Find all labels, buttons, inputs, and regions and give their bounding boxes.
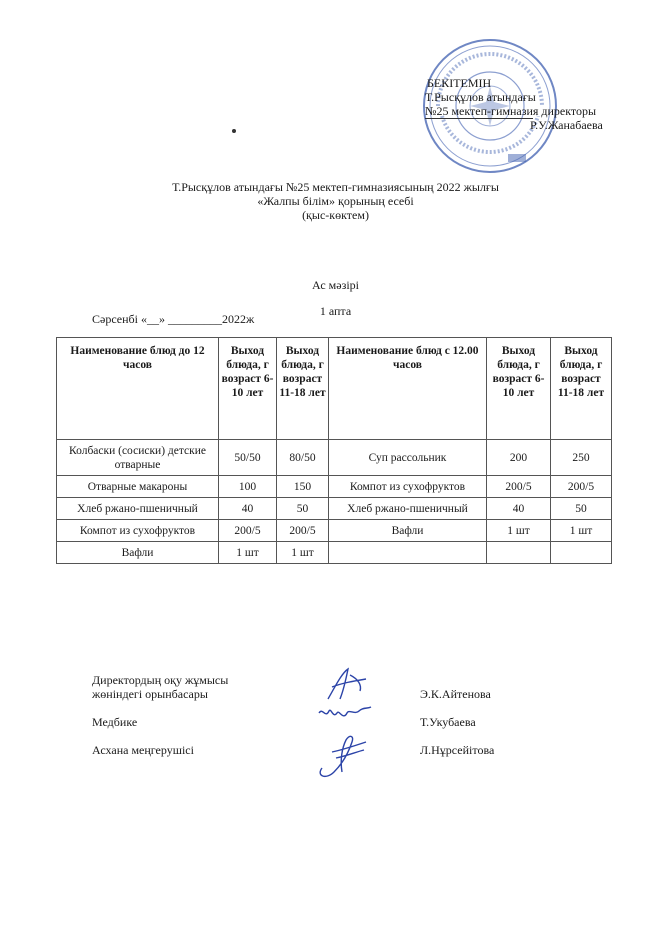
table-cell: 200/5 bbox=[277, 520, 329, 542]
table-cell: 40 bbox=[487, 498, 551, 520]
approval-block bbox=[425, 76, 603, 132]
menu-heading: Ас мәзірі bbox=[311, 278, 360, 292]
table-cell: Вафли bbox=[57, 542, 219, 564]
header-cell: Выход блюда, г возраст 11-18 лет bbox=[551, 338, 612, 440]
table-row bbox=[57, 520, 612, 542]
handwritten-signature-1 bbox=[322, 665, 372, 705]
signature-role-3: Асхана меңгерушісі bbox=[92, 743, 194, 757]
table-cell: 150 bbox=[277, 476, 329, 498]
table-cell: 40 bbox=[219, 498, 277, 520]
signature-name-3: Л.Нұрсейітова bbox=[420, 743, 495, 757]
table-cell: Компот из сухофруктов bbox=[329, 476, 487, 498]
signature-role-1 bbox=[92, 673, 228, 701]
approval-line-1: Т.Рысқұлов атындағы bbox=[425, 90, 536, 104]
header-cell: Выход блюда, г возраст 11-18 лет bbox=[277, 338, 329, 440]
menu-week: 1 апта bbox=[319, 304, 352, 318]
table-cell: 200/5 bbox=[219, 520, 277, 542]
table-cell bbox=[329, 542, 487, 564]
director-name: Р.У.Жанабаева bbox=[530, 118, 603, 132]
signature-role-1-line-1: Директордың оқу жұмысы bbox=[92, 673, 229, 687]
table-cell bbox=[551, 542, 612, 564]
date-line: Сәрсенбі «__» _________2022ж bbox=[92, 312, 255, 326]
table-row bbox=[57, 440, 612, 476]
table-cell: Хлеб ржано-пшеничный bbox=[57, 498, 219, 520]
signature-name-2: Т.Укубаева bbox=[420, 715, 476, 729]
table-cell: 1 шт bbox=[219, 542, 277, 564]
title-line-1: Т.Рысқұлов атындағы №25 мектеп-гимназиясының 2022 жылғы bbox=[172, 180, 499, 194]
title-line-3: (қыс-көктем) bbox=[302, 208, 369, 222]
table-cell: 50 bbox=[277, 498, 329, 520]
table-cell: Колбаски (сосиски) детские отварные bbox=[57, 440, 219, 476]
table-row bbox=[57, 542, 612, 564]
header-cell: Выход блюда, г возраст 6-10 лет bbox=[219, 338, 277, 440]
table-cell: Отварные макароны bbox=[57, 476, 219, 498]
dot-mark bbox=[232, 129, 236, 133]
signature-name-1: Э.К.Айтенова bbox=[420, 687, 491, 701]
header-cell: Наименование блюд до 12 часов bbox=[57, 338, 219, 440]
table-header-row bbox=[57, 338, 612, 440]
signature-role-1-line-2: жөніндегі орынбасары bbox=[92, 687, 208, 701]
document-title bbox=[0, 180, 671, 222]
menu-table bbox=[56, 337, 612, 564]
signature-role-2: Медбике bbox=[92, 715, 138, 729]
approval-line-2: №25 мектеп-гимназия директоры bbox=[425, 104, 597, 118]
table-cell: 250 bbox=[551, 440, 612, 476]
approval-signature-underline bbox=[425, 118, 533, 119]
header-cell: Выход блюда, г возраст 6-10 лет bbox=[487, 338, 551, 440]
table-cell: 200/5 bbox=[487, 476, 551, 498]
table-cell: Суп рассольник bbox=[329, 440, 487, 476]
table-row bbox=[57, 476, 612, 498]
approval-header: БЕКІТЕМІН bbox=[427, 76, 492, 90]
table-cell: 200/5 bbox=[551, 476, 612, 498]
table-cell: 1 шт bbox=[487, 520, 551, 542]
table-cell: 100 bbox=[219, 476, 277, 498]
table-row bbox=[57, 498, 612, 520]
table-cell bbox=[487, 542, 551, 564]
handwritten-signature-3 bbox=[312, 728, 372, 780]
table-cell: Компот из сухофруктов bbox=[57, 520, 219, 542]
approval-signature-row bbox=[425, 118, 603, 132]
table-cell: 80/50 bbox=[277, 440, 329, 476]
table-cell: 50/50 bbox=[219, 440, 277, 476]
table-cell: 50 bbox=[551, 498, 612, 520]
title-line-2: «Жалпы білім» қорының есебі bbox=[257, 194, 414, 208]
header-cell: Наименование блюд с 12.00 часов bbox=[329, 338, 487, 440]
table-cell: 200 bbox=[487, 440, 551, 476]
table-cell: Вафли bbox=[329, 520, 487, 542]
table-cell: Хлеб ржано-пшеничный bbox=[329, 498, 487, 520]
table-cell: 1 шт bbox=[551, 520, 612, 542]
handwritten-signature-2 bbox=[315, 703, 375, 729]
table-cell: 1 шт bbox=[277, 542, 329, 564]
